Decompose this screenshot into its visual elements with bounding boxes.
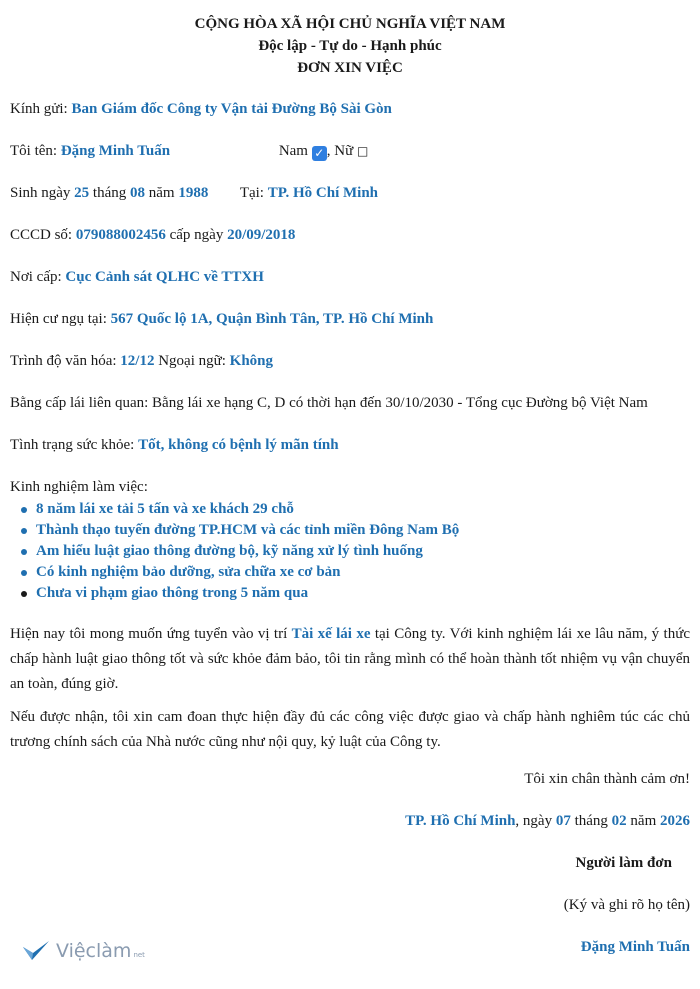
logo-text: Việclàm — [56, 940, 132, 962]
education-label: Trình độ văn hóa: — [10, 353, 117, 369]
birth-month: 08 — [130, 185, 145, 201]
id-card-issued-date: 20/09/2018 — [227, 227, 296, 243]
name-label: Tôi tên: — [10, 143, 58, 159]
education-value: 12/12 — [120, 353, 155, 369]
birth-place: TP. Hồ Chí Minh — [267, 185, 379, 201]
recipient-label: Kính gửi: — [10, 101, 68, 117]
issued-by-label: Nơi cấp: — [10, 269, 62, 285]
name-line — [10, 143, 368, 161]
applied-position: Tài xế lái xe — [291, 626, 371, 642]
birth-month-label: tháng — [92, 185, 127, 201]
recipient-value: Ban Giám đốc Công ty Vận tải Đường Bộ Sài Gòn — [71, 101, 392, 117]
health-value: Tốt, không có bệnh lý mãn tính — [138, 437, 339, 453]
id-card-number: 079088002456 — [75, 227, 166, 243]
address-line — [10, 311, 433, 328]
date-month-label: tháng — [574, 813, 608, 829]
logo-suffix: net — [133, 951, 145, 959]
signature-title: Người làm đơn — [575, 855, 672, 871]
commitment-paragraph: Nếu được nhận, tôi xin cam đoan thực hiện đầy đủ các công việc được giao và chấp hành nghiêm túc các chủ trương chính sách của Nhà nước cũng như nội quy, kỷ luật của Công ty. — [10, 709, 690, 750]
male-checkbox-checked[interactable]: ✓ — [312, 146, 327, 161]
language-value: Không — [229, 353, 274, 369]
issued-by-line — [10, 269, 264, 286]
date-day: 07 — [555, 813, 571, 829]
id-card-line — [10, 227, 295, 244]
date-month: 02 — [611, 813, 627, 829]
list-item: Am hiểu luật giao thông đường bộ, kỹ năng xử lý tình huống — [36, 541, 459, 562]
health-label: Tình trạng sức khỏe: — [10, 437, 135, 453]
date-place: TP. Hồ Chí Minh — [405, 813, 516, 829]
motivation-text-before: Hiện nay tôi mong muốn ứng tuyển vào vị trí — [10, 626, 292, 642]
education-line — [10, 353, 273, 370]
birth-label: Sinh ngày — [10, 185, 71, 201]
thanks-line: Tôi xin chân thành cảm ơn! — [524, 771, 690, 787]
checkmark-logo-icon — [22, 940, 50, 962]
experience-list — [10, 499, 459, 604]
signature-note: (Ký và ghi rõ họ tên) — [563, 897, 690, 913]
name-value: Đặng Minh Tuấn — [60, 143, 171, 159]
date-year: 2026 — [660, 813, 690, 829]
address-label: Hiện cư ngụ tại: — [10, 311, 107, 327]
list-item: Có kinh nghiệm bảo dưỡng, sửa chữa xe cơ bản — [36, 562, 459, 583]
date-year-label: năm — [630, 813, 657, 829]
birth-line — [10, 185, 378, 202]
motto-heading: Độc lập - Tự do - Hạnh phúc — [258, 38, 442, 54]
gender-male-label: Nam — [278, 143, 308, 159]
list-item: Thành thạo tuyến đường TP.HCM và các tỉnh miền Đông Nam Bộ — [36, 520, 459, 541]
language-label: Ngoại ngữ: — [158, 353, 226, 369]
document-title: ĐƠN XIN VIỆC — [297, 60, 403, 76]
female-checkbox-unchecked[interactable]: □ — [356, 144, 369, 158]
birth-year-label: năm — [148, 185, 175, 201]
address-value: 567 Quốc lộ 1A, Quận Bình Tân, TP. Hồ Chí Minh — [110, 311, 434, 327]
experience-label: Kinh nghiệm làm việc: — [10, 479, 148, 495]
issued-by-value: Cục Cảnh sát QLHC về TTXH — [65, 269, 264, 285]
date-line — [405, 813, 690, 830]
list-item: 8 năm lái xe tải 5 tấn và xe khách 29 chỗ — [36, 499, 459, 520]
signature-name: Đặng Minh Tuấn — [580, 939, 690, 955]
license-line: Bằng cấp lái liên quan: Bằng lái xe hạng C, D có thời hạn đến 30/10/2030 - Tổng cục Đường bộ Việt Nam — [10, 395, 648, 411]
motivation-text-after: tại Công ty. Với kinh nghiệm lái xe lâu năm, ý thức chấp hành luật giao thông tốt và sức khỏe đảm bảo, tôi tin rằng mình có thể hoàn thành tốt nhiệm vụ vận chuyển an toàn, đúng giờ. — [10, 626, 690, 692]
motivation-paragraph — [10, 622, 690, 697]
list-item: Chưa vi phạm giao thông trong 5 năm qua — [36, 583, 459, 604]
id-card-label: CCCD số: — [10, 227, 73, 243]
id-card-issued-label: cấp ngày — [169, 227, 224, 243]
gender-female-label: , Nữ — [326, 143, 354, 159]
vieclam-logo[interactable] — [22, 940, 145, 962]
birth-place-label: Tại: — [239, 185, 264, 201]
date-day-label: , ngày — [515, 813, 553, 829]
birth-day: 25 — [74, 185, 90, 201]
birth-year: 1988 — [178, 185, 209, 201]
country-heading: CỘNG HÒA XÃ HỘI CHỦ NGHĨA VIỆT NAM — [194, 16, 506, 32]
health-line — [10, 437, 339, 454]
recipient-line — [10, 101, 392, 118]
